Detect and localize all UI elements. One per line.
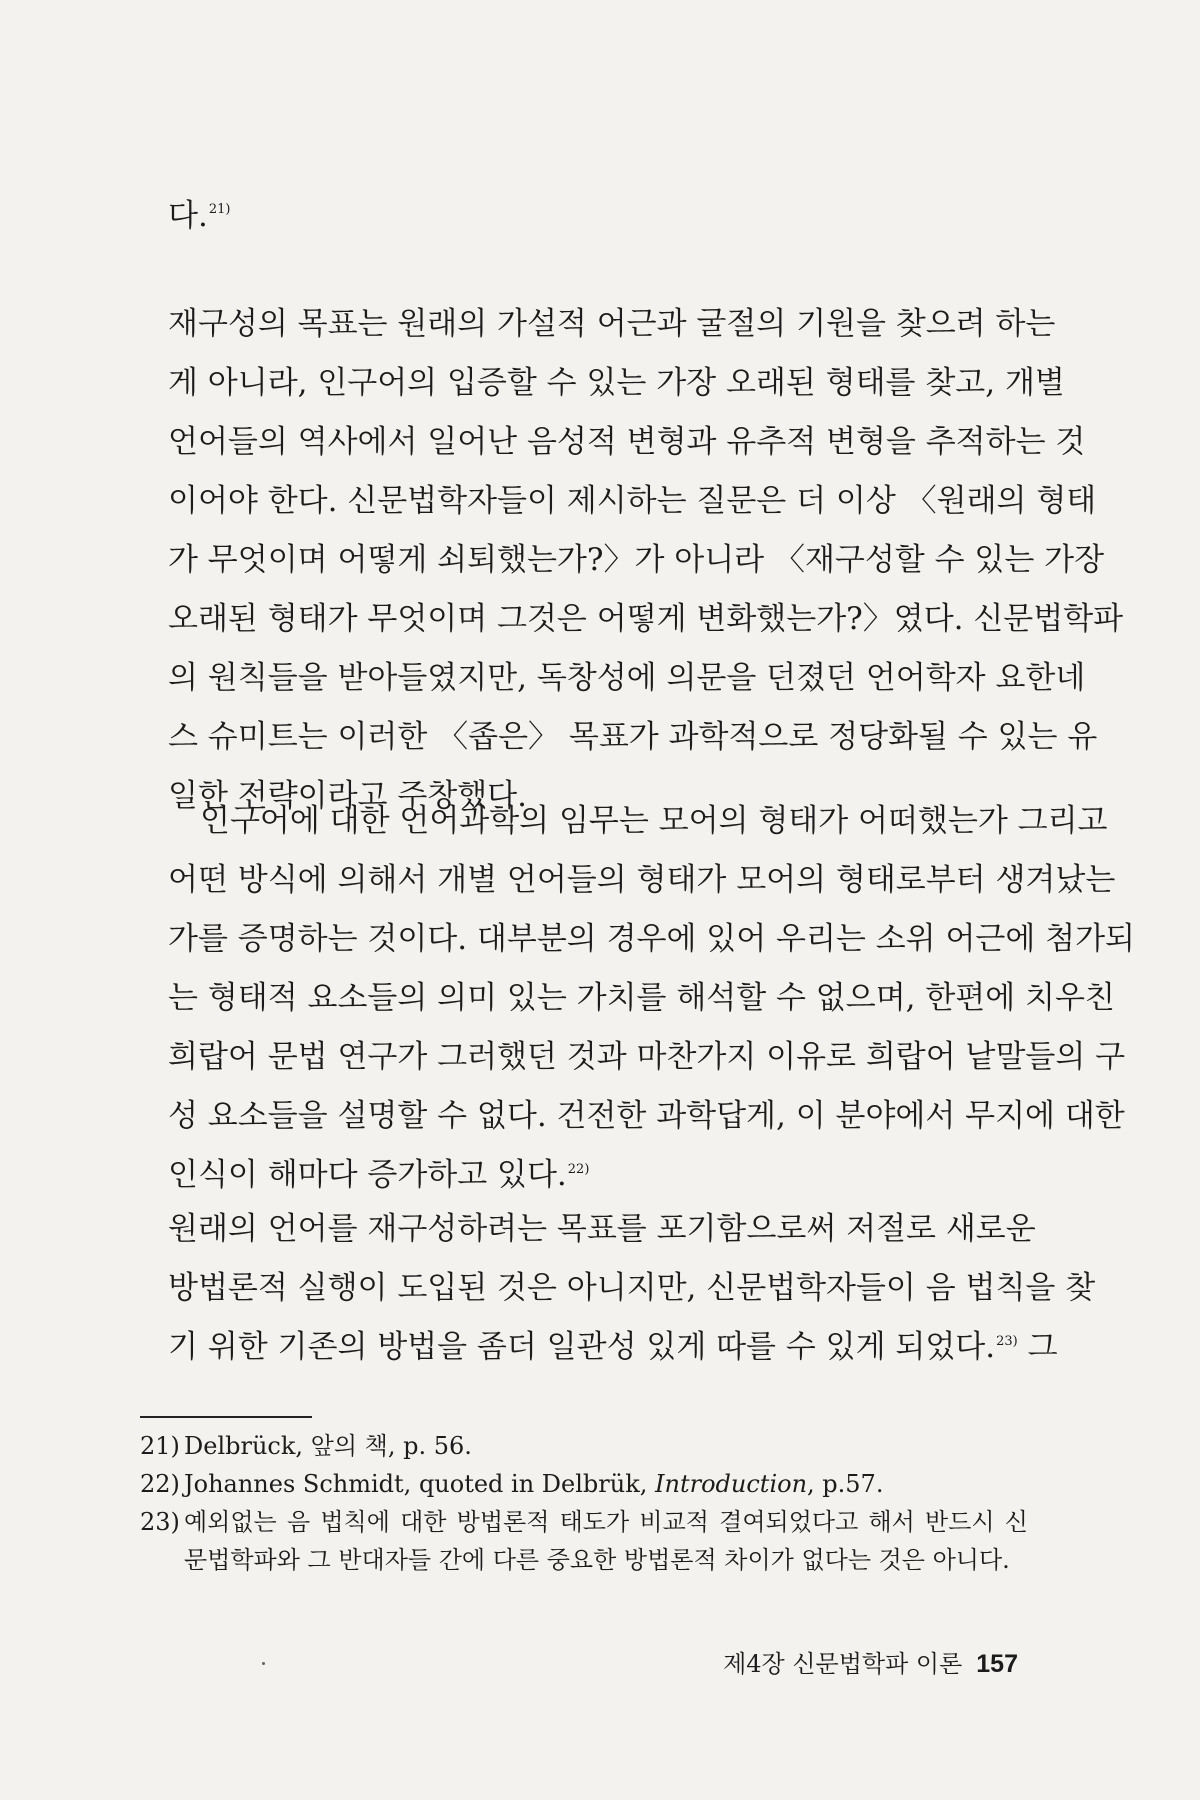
text-line: 게 아니라, 인구어의 입증할 수 있는 가장 오래된 형태를 찾고, 개별 xyxy=(168,365,1065,401)
paragraph-1 xyxy=(168,295,1124,826)
quote-line: 는 형태적 요소들의 의미 있는 가치를 해석할 수 없으며, 한편에 치우친 xyxy=(168,980,1115,1016)
text-line: 일한 전략이라고 주창했다. xyxy=(168,778,527,814)
text-line-tail: 그 xyxy=(1017,1329,1058,1365)
footnote-23 xyxy=(140,1503,1028,1579)
fragment-text: 다. xyxy=(168,198,208,234)
text-line: 의 원칙들을 받아들였지만, 독창성에 의문을 던졌던 언어학자 요한네 xyxy=(168,660,1086,696)
running-footer xyxy=(723,1644,1018,1679)
footnote-ref-22: 22) xyxy=(567,1162,590,1177)
quote-line: 인구어에 대한 언어과학의 임무는 모어의 형태가 어떠했는가 그리고 xyxy=(200,803,1108,839)
footnote-number: 21) xyxy=(140,1432,180,1460)
quote-line: 희랍어 문법 연구가 그러했던 것과 마찬가지 이유로 희랍어 낱말들의 구 xyxy=(168,1039,1126,1075)
footnote-suffix: , p.57. xyxy=(807,1470,884,1498)
text-line-last xyxy=(168,1318,1058,1377)
paragraph-3 xyxy=(168,1200,1096,1377)
footnote-number: 23) xyxy=(140,1508,180,1536)
book-title: Introduction xyxy=(655,1470,808,1498)
footnotes xyxy=(140,1427,1028,1579)
footnote-21 xyxy=(140,1427,1028,1465)
footnote-text xyxy=(184,1465,1028,1503)
block-quote xyxy=(168,792,1135,1205)
footnote-prefix: Johannes Schmidt, quoted in Delbrük, xyxy=(184,1470,656,1498)
text-line: 오래된 형태가 무엇이며 그것은 어떻게 변화했는가?〉였다. 신문법학파 xyxy=(168,601,1124,637)
footnote-line: 문법학파와 그 반대자들 간에 다른 중요한 방법론적 차이가 없다는 것은 아니다. xyxy=(184,1546,1010,1574)
footnote-22 xyxy=(140,1465,1028,1503)
text-line: 이어야 한다. 신문법학자들이 제시하는 질문은 더 이상 〈원래의 형태 xyxy=(168,483,1097,519)
text-line: 언어들의 역사에서 일어난 음성적 변형과 유추적 변형을 추적하는 것 xyxy=(168,424,1086,460)
footnote-number: 22) xyxy=(140,1470,180,1498)
footnote-text xyxy=(184,1503,1028,1579)
footnote-text: Delbrück, 앞의 책, p. 56. xyxy=(184,1432,472,1460)
text-line: 재구성의 목표는 원래의 가설적 어근과 굴절의 기원을 찾으려 하는 xyxy=(168,306,1056,342)
print-speck xyxy=(262,1662,265,1665)
page-number: 157 xyxy=(976,1650,1018,1678)
footnote-divider xyxy=(140,1416,312,1418)
footnote-ref-23: 23) xyxy=(996,1334,1018,1349)
text-line: 방법론적 실행이 도입된 것은 아니지만, 신문법학자들이 음 법칙을 찾 xyxy=(168,1270,1096,1306)
chapter-title: 제4장 신문법학파 이론 xyxy=(723,1650,963,1678)
quote-line-last xyxy=(168,1146,1026,1205)
carryover-fragment xyxy=(168,196,230,236)
quote-line: 가를 증명하는 것이다. 대부분의 경우에 있어 우리는 소위 어근에 첨가되 xyxy=(168,921,1135,957)
text-line: 가 무엇이며 어떻게 쇠퇴했는가?〉가 아니라 〈재구성할 수 있는 가장 xyxy=(168,542,1105,578)
quote-line-text: 인식이 해마다 증가하고 있다. xyxy=(168,1157,567,1193)
text-line-body: 기 위한 기존의 방법을 좀더 일관성 있게 따를 수 있게 되었다. xyxy=(168,1329,996,1365)
text-line: 원래의 언어를 재구성하려는 목표를 포기함으로써 저절로 새로운 xyxy=(168,1211,1036,1247)
footnote-ref-21: 21) xyxy=(208,202,231,217)
text-line: 스 슈미트는 이러한 〈좁은〉 목표가 과학적으로 정당화될 수 있는 유 xyxy=(168,719,1098,755)
quote-line: 어떤 방식에 의해서 개별 언어들의 형태가 모어의 형태로부터 생겨났는 xyxy=(168,862,1116,898)
quote-line: 성 요소들을 설명할 수 없다. 건전한 과학답게, 이 분야에서 무지에 대한 xyxy=(168,1098,1125,1134)
footnote-line: 예외없는 음 법칙에 대한 방법론적 태도가 비교적 결여되었다고 해서 반드시 신 xyxy=(184,1508,1028,1536)
